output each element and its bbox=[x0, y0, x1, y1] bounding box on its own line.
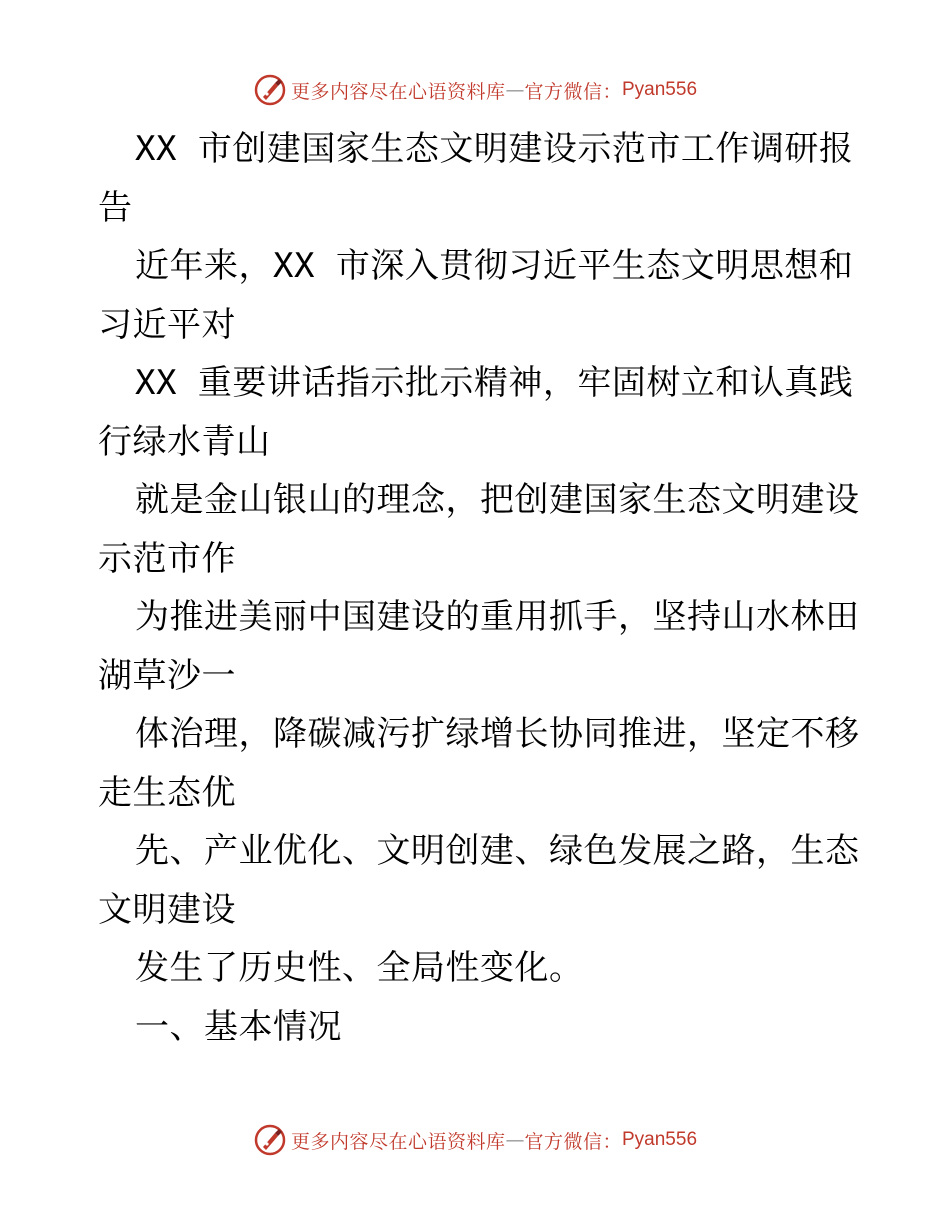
watermark-label: 更多内容尽在心语资料库 bbox=[290, 1130, 506, 1153]
document-line: 习近平对 bbox=[98, 304, 236, 345]
pen-nib-logo-icon bbox=[253, 1123, 287, 1157]
document-line: 就是金山银山的理念，把创建国家生态文明建设 bbox=[135, 480, 860, 520]
document-line: 先、产业优化、文明创建、绿色发展之路，生态 bbox=[135, 831, 860, 871]
watermark-separator: — bbox=[505, 1129, 525, 1151]
watermark-wechat-label: 官方微信： bbox=[524, 80, 622, 103]
footer-watermark bbox=[0, 1120, 950, 1160]
document-line: 示范市作 bbox=[98, 538, 236, 579]
document-line: 告 bbox=[98, 187, 133, 228]
document-line: 近年来，XX 市深入贯彻习近平生态文明思想和 bbox=[135, 246, 854, 286]
document-line: 一、基本情况 bbox=[135, 1006, 342, 1047]
document-line: 湖草沙一 bbox=[98, 655, 236, 696]
document-body bbox=[98, 120, 858, 1056]
document-line: 走生态优 bbox=[98, 772, 236, 813]
document-line: XX 重要讲话指示批示精神，牢固树立和认真践 bbox=[135, 363, 854, 403]
watermark-wechat-handle: Pyan556 bbox=[622, 79, 698, 100]
document-line: 发生了历史性、全局性变化。 bbox=[135, 948, 584, 988]
pen-nib-logo-icon bbox=[253, 73, 287, 107]
watermark-label: 更多内容尽在心语资料库 bbox=[290, 80, 506, 103]
watermark-separator: — bbox=[505, 79, 525, 101]
document-line: 文明建设 bbox=[98, 889, 236, 930]
watermark-wechat-label: 官方微信： bbox=[524, 1130, 622, 1153]
document-line: 为推进美丽中国建设的重用抓手，坚持山水林田 bbox=[135, 597, 860, 637]
header-watermark bbox=[0, 70, 950, 110]
document-line: XX 市创建国家生态文明建设示范市工作调研报 bbox=[135, 129, 854, 169]
document-line: 行绿水青山 bbox=[98, 421, 271, 462]
document-line: 体治理，降碳减污扩绿增长协同推进，坚定不移 bbox=[135, 714, 860, 754]
watermark-wechat-handle: Pyan556 bbox=[622, 1129, 698, 1150]
